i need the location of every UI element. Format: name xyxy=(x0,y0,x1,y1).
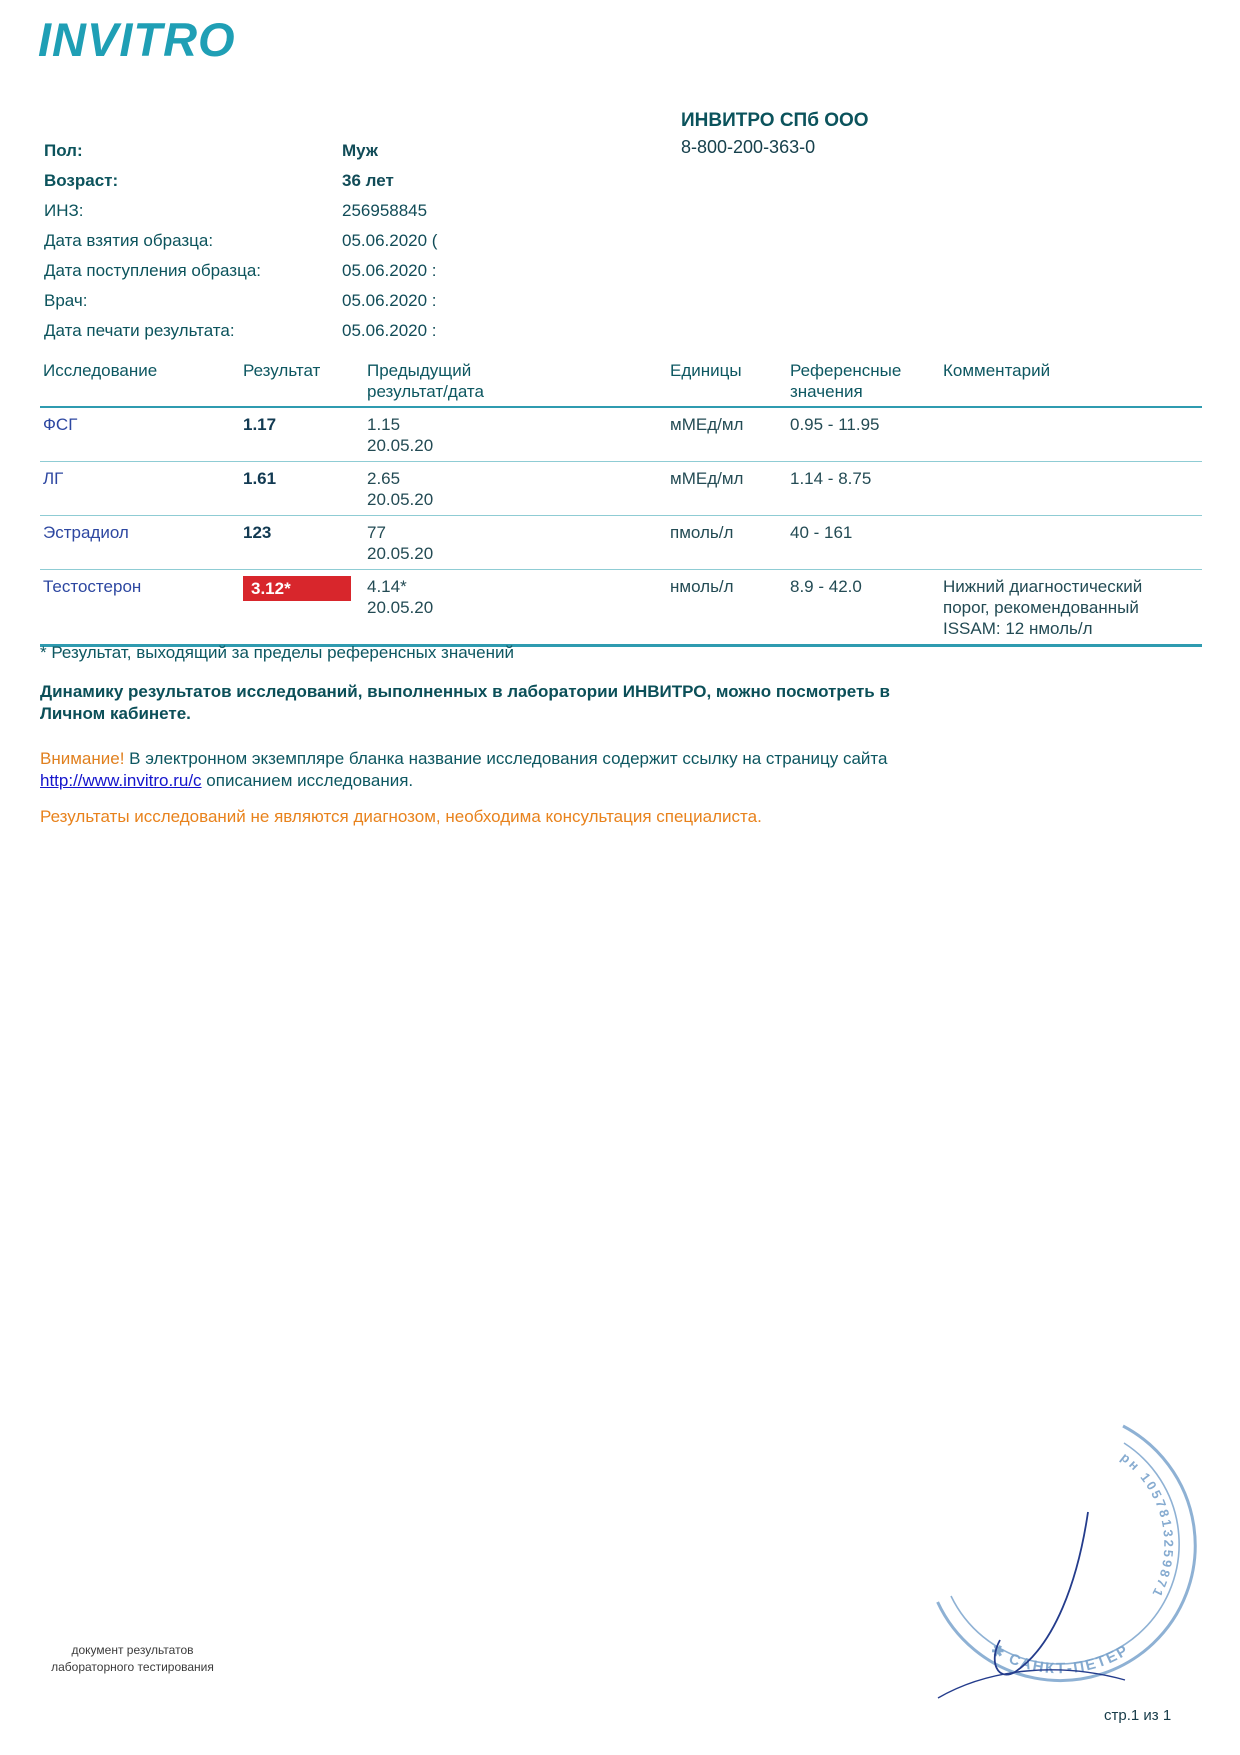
comment-line: порог, рекомендованный xyxy=(943,598,1139,617)
attention-prefix: Внимание! xyxy=(40,749,125,768)
invitro-logo: INVITRO xyxy=(38,13,236,66)
units: мМЕд/мл xyxy=(670,415,744,434)
test-link[interactable]: Эстрадиол xyxy=(43,523,129,542)
previous-date: 20.05.20 xyxy=(367,544,434,563)
reference-range: 0.95 - 11.95 xyxy=(790,415,880,434)
units: пмоль/л xyxy=(670,523,734,542)
previous-result: 4.14* xyxy=(367,577,407,596)
dynamics-line2: Личном кабинете. xyxy=(40,704,191,723)
result-value: 1.17 xyxy=(243,415,277,434)
clinic-name: ИНВИТРО СПб ООО xyxy=(681,110,869,131)
table-row xyxy=(40,570,1202,647)
units: нмоль/л xyxy=(670,577,734,596)
field-label: Возраст: xyxy=(44,171,119,190)
col-header-previous: Предыдущий результат/дата xyxy=(367,361,484,401)
test-link[interactable]: ФСГ xyxy=(43,415,78,434)
previous-date: 20.05.20 xyxy=(367,598,434,617)
units: мМЕд/мл xyxy=(670,469,744,488)
col-header-comment: Комментарий xyxy=(943,361,1051,380)
field-value: 05.06.2020 ( xyxy=(342,231,438,250)
clinic-phone: 8-800-200-363-0 xyxy=(681,137,816,157)
test-link[interactable]: ЛГ xyxy=(43,469,64,488)
patient-row-age xyxy=(44,166,744,196)
field-label: Дата печати результата: xyxy=(44,321,235,340)
stamp-number-text: рн 1057813259871 xyxy=(1118,1449,1177,1602)
patient-row-sample-taken xyxy=(44,226,744,256)
col-header-reference: Референсные значения xyxy=(790,361,902,401)
document-type-label xyxy=(40,1642,225,1676)
result-value: 123 xyxy=(243,523,272,542)
reference-range: 40 - 161 xyxy=(790,523,853,542)
field-value: 05.06.2020 : xyxy=(342,261,437,280)
field-label: Врач: xyxy=(44,291,88,310)
field-value: 05.06.2020 : xyxy=(342,291,437,310)
previous-date: 20.05.20 xyxy=(367,436,434,455)
invitro-url-link[interactable]: http://www.invitro.ru/с xyxy=(40,771,202,790)
field-label: ИНЗ: xyxy=(44,201,84,220)
field-value: 05.06.2020 : xyxy=(342,321,437,340)
svg-text:рн 1057813259871 xyxy=(1118,1449,1176,1601)
results-table xyxy=(40,360,1202,647)
field-label: Дата взятия образца: xyxy=(44,231,214,250)
patient-row-sex xyxy=(44,136,744,166)
previous-result: 77 xyxy=(367,523,386,542)
round-stamp xyxy=(920,1400,1240,1740)
table-header-row xyxy=(40,360,1202,408)
previous-result: 1.15 xyxy=(367,415,401,434)
field-value: 36 лет xyxy=(342,171,394,190)
table-row xyxy=(40,516,1202,570)
patient-row-doctor xyxy=(44,286,744,316)
patient-row-sample-received xyxy=(44,256,744,286)
col-header-result: Результат xyxy=(243,361,321,380)
previous-date: 20.05.20 xyxy=(367,490,434,509)
field-label: Дата поступления образца: xyxy=(44,261,262,280)
field-value: 256958845 xyxy=(342,201,428,220)
col-header-units: Единицы xyxy=(670,361,742,380)
result-value-out-of-range: 3.12* xyxy=(243,576,351,601)
comment-line: ISSAM: 12 нмоль/л xyxy=(943,619,1093,638)
page-number: стр.1 из 1 xyxy=(1104,1707,1172,1724)
reference-range: 1.14 - 8.75 xyxy=(790,469,872,488)
patient-info xyxy=(44,136,744,346)
previous-result: 2.65 xyxy=(367,469,401,488)
dynamics-note xyxy=(40,681,1050,725)
table-row xyxy=(40,462,1202,516)
disclaimer-note: Результаты исследований не являются диагнозом, необходима консультация специалиста. xyxy=(40,807,762,826)
result-value: 1.61 xyxy=(243,469,277,488)
stamp-outer-circle xyxy=(938,1426,1196,1681)
field-value: Муж xyxy=(342,141,378,160)
attention-text: В электронном экземпляре бланка название исследования содержит ссылку на страницу сайта xyxy=(129,749,888,768)
field-label: Пол: xyxy=(44,141,83,160)
comment-line: Нижний диагностический xyxy=(943,577,1143,596)
doc-label-line1: документ результатов xyxy=(71,1643,194,1657)
test-link[interactable]: Тестостерон xyxy=(43,577,142,596)
patient-row-inz xyxy=(44,196,744,226)
stamp-city-text: ✱ САНКТ-ПЕТЕР xyxy=(987,1641,1133,1678)
patient-row-print-date xyxy=(44,316,744,346)
table-row xyxy=(40,408,1202,462)
attention-suffix: описанием исследования. xyxy=(206,771,414,790)
col-header-test: Исследование xyxy=(43,361,158,380)
doc-label-line2: лабораторного тестирования xyxy=(51,1660,214,1674)
out-of-range-footnote: * Результат, выходящий за пределы референсных значений xyxy=(40,643,514,662)
attention-note xyxy=(40,748,1050,792)
dynamics-line1: Динамику результатов исследований, выполненных в лаборатории ИНВИТРО, можно посмотреть в xyxy=(40,682,890,701)
reference-range: 8.9 - 42.0 xyxy=(790,577,862,596)
